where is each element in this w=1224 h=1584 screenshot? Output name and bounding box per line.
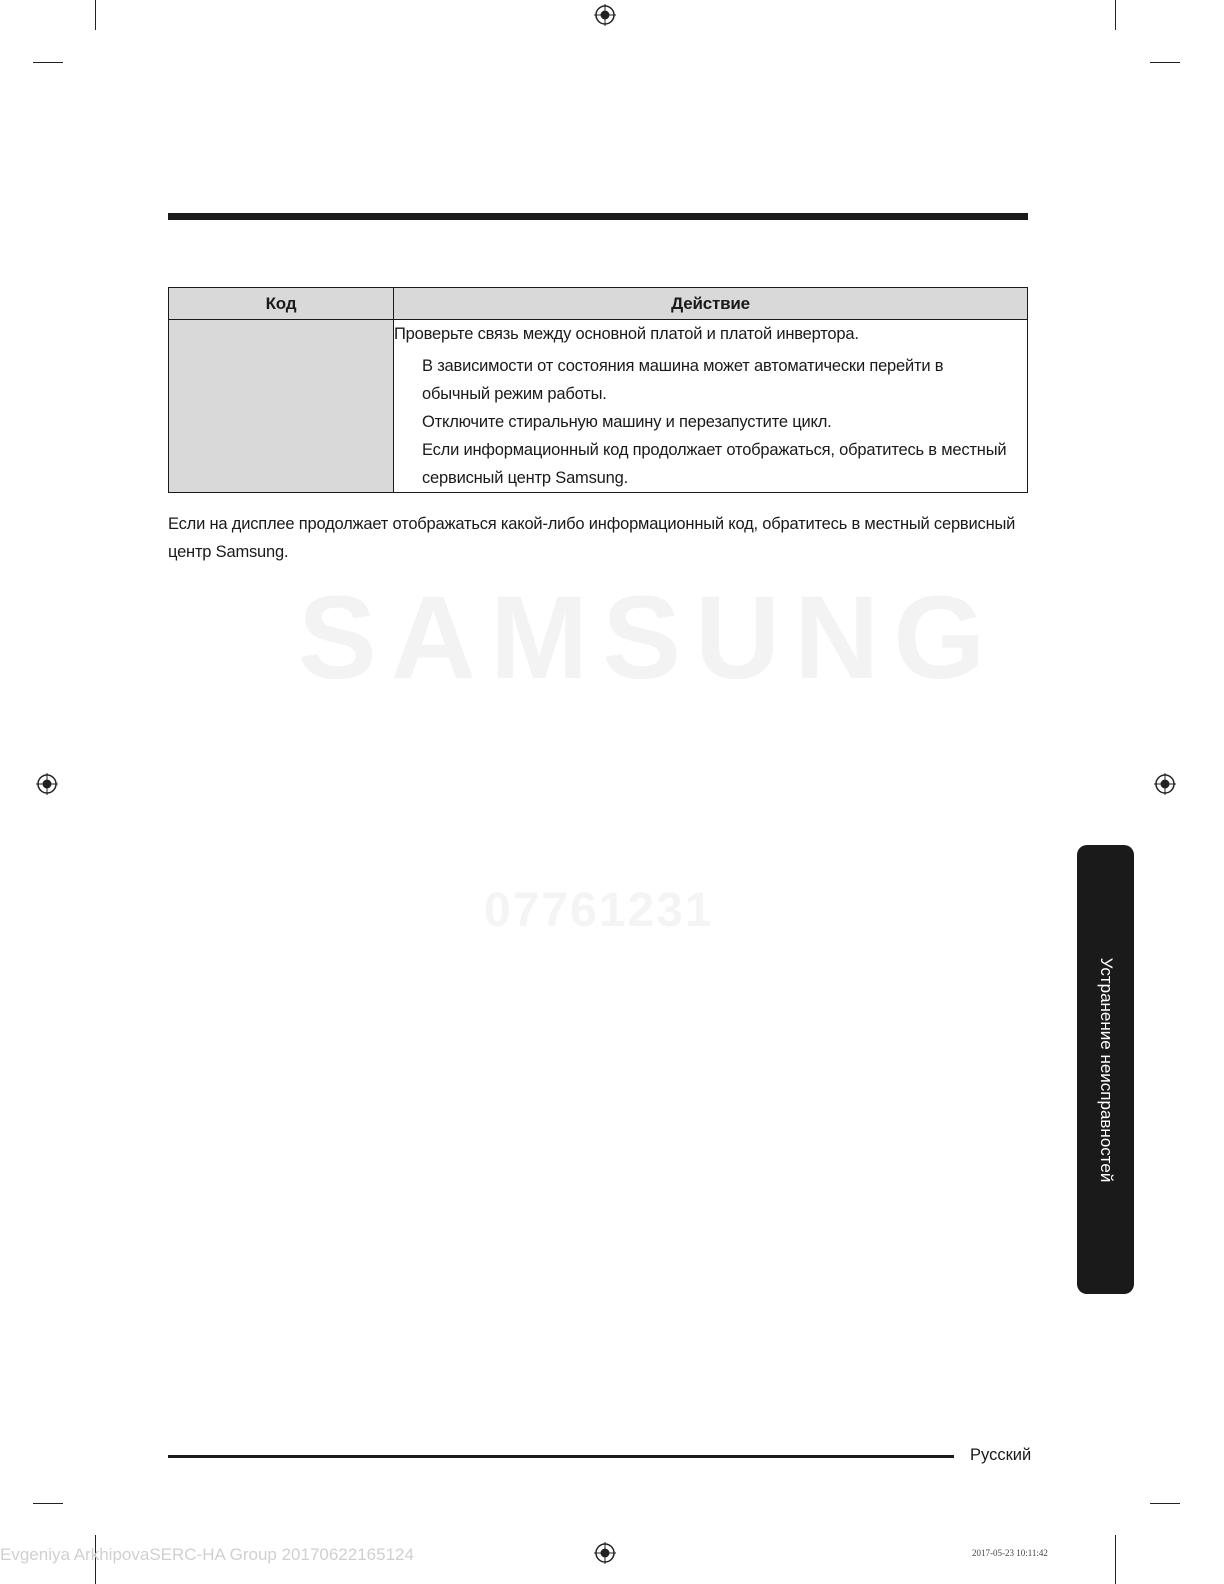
crop-mark [33, 62, 63, 63]
action-sub-text: В зависимости от состояния машина может автоматически перейти в [422, 357, 944, 375]
footer-language: Русский [970, 1446, 1032, 1464]
service-note-line: центр Samsung. [168, 543, 289, 561]
crop-mark [1115, 0, 1116, 30]
print-slug-left: Evgeniya ArkhipovaSERC-HA Group 20170622165124 [0, 1545, 414, 1564]
crop-mark [1150, 1503, 1180, 1504]
column-header-action: Действие [394, 288, 1028, 320]
table-header-row [169, 288, 1028, 320]
code-cell [169, 320, 394, 493]
action-sub-text: сервисный центр Samsung. [422, 469, 628, 487]
crop-mark [95, 0, 96, 30]
info-code-table [168, 287, 1028, 493]
section-top-rule [168, 213, 1028, 220]
section-side-tab [1077, 845, 1134, 1294]
registration-mark-icon [36, 773, 58, 795]
action-sub-text: обычный режим работы. [422, 385, 607, 403]
action-sub-text: Отключите стиральную машину и перезапустите цикл. [422, 413, 832, 431]
registration-mark-icon [594, 4, 616, 26]
footer-rule [168, 1455, 954, 1458]
action-main-text: Проверьте связь между основной платой и платой инвертора. [394, 325, 859, 343]
action-sub-text: Если информационный код продолжает отображаться, обратитесь в местный [422, 441, 1007, 459]
table-row [169, 320, 1028, 493]
action-cell [394, 320, 1028, 493]
number-watermark: 07761231 [484, 884, 714, 937]
registration-mark-icon [1154, 773, 1176, 795]
crop-mark [1150, 62, 1180, 63]
crop-mark [1115, 1535, 1116, 1584]
brand-watermark: SAMSUNG [298, 572, 1000, 704]
column-header-code: Код [169, 288, 394, 320]
print-slug-right: 2017-05-23 10:11:42 [972, 1548, 1048, 1558]
side-tab-label: Устранение неисправностей [1096, 957, 1116, 1182]
registration-mark-icon [594, 1542, 616, 1564]
service-note [168, 510, 1038, 566]
service-note-line: Если на дисплее продолжает отображаться какой-либо информационный код, обратитесь в местный сервисный [168, 515, 1016, 533]
crop-mark [33, 1503, 63, 1504]
